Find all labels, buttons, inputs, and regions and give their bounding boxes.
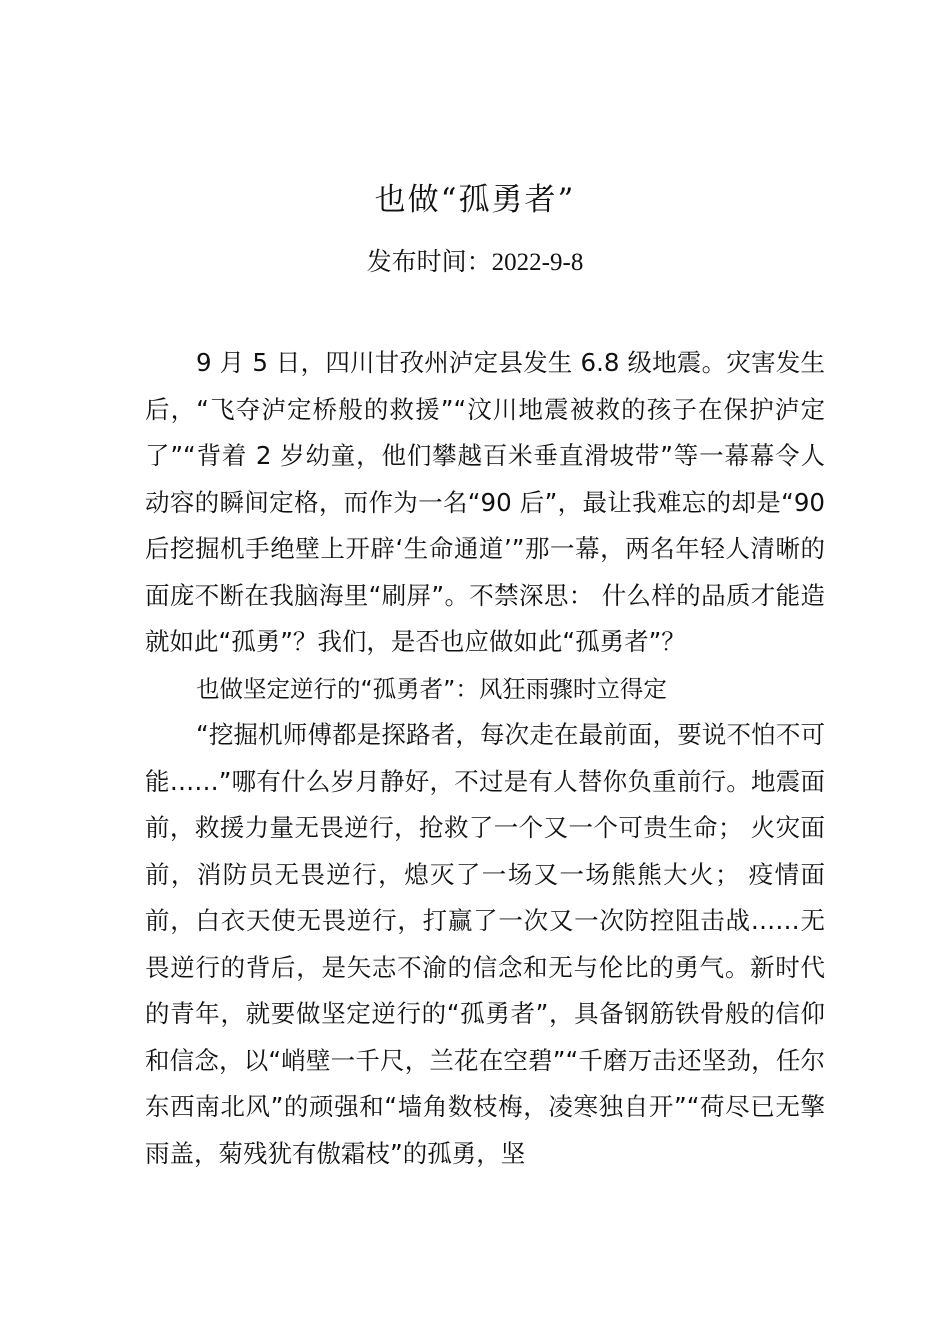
section-heading: 也做坚定逆行的“孤勇者”：风狂雨骤时立得定 xyxy=(196,674,667,703)
paragraph-section: “挖掘机师傅都是探路者，每次走在最前面，要说不怕不可能……”哪有什么岁月静好，不过是有人替你负重前行。地震面前，救援力量无畏逆行，抢救了一个又一个可贵生命； 火灾面前，消防员无畏逆行，熄灭了一场又一场熊熊大火； 疫情面前，白衣天使无畏逆行，打赢了一次又一次防控阻击战……无畏逆行的背后，是矢志不渝的信念和无与伦比的勇气。新时代的青年，就要做坚定逆行的“孤勇者”，具备钢筋铁骨般的信仰和信念，以“峭壁一千尺，兰花在空碧”“千磨万击还坚劲，任尔东西南北风”的顽强和“墙角数枝梅，凌寒独自开”“荷尽已无擎雨盖，菊残犹有傲霜枝”的孤勇，坚 xyxy=(145,720,825,1168)
publish-date-label: 发布时间： xyxy=(366,247,492,276)
document-title: 也做“孤勇者” xyxy=(374,182,576,218)
article-body xyxy=(145,340,825,1177)
publish-date-value: 2022-9-8 xyxy=(491,249,584,276)
paragraph-intro: 9 月 5 日，四川甘孜州泸定县发生 6.8 级地震。灾害发生后，“飞夺泸定桥般的救援”“汶川地震被救的孩子在保护泸定了”“背着 2 岁幼童，他们攀越百米垂直滑坡带”等一幕幕令人动容的瞬间定格，而作为一名“90 后”，最让我难忘的却是“90后挖掘机手绝壁上开辟‘生命通道’”那一幕，两名年轻人清晰的面庞不断在我脑海里“刷屏”。不禁深思： 什么样的品质才能造就如此“孤勇”？我们，是否也应做如此“孤勇者”？ xyxy=(145,348,825,656)
publish-date xyxy=(0,242,950,283)
